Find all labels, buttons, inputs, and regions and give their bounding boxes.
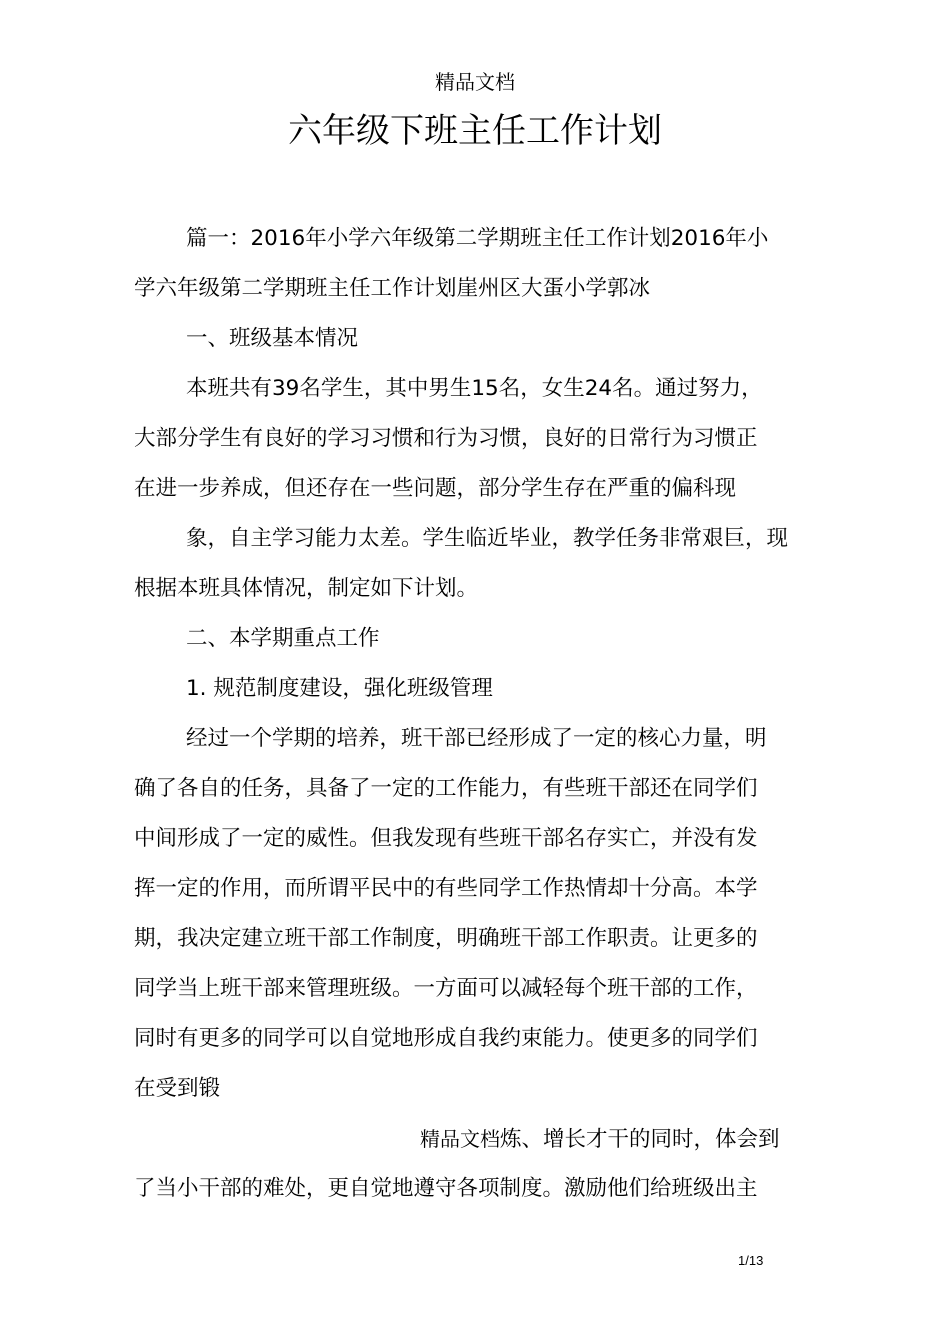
page-number: 1/13 (738, 1253, 764, 1268)
text-line: 象，自主学习能力太差。学生临近毕业，教学任务非常艰巨，现 (186, 526, 789, 551)
section-heading: 二、本学期重点工作 (186, 626, 380, 651)
subsection-heading: 1. 规范制度建设，强化班级管理 (186, 676, 493, 701)
text-line: 本班共有39名学生，其中男生15名，女生24名。通过努力， (186, 376, 763, 401)
text-line: 在受到锻 (134, 1076, 221, 1101)
inline-watermark: 精品文档 (420, 1127, 500, 1151)
text-line: 期，我决定建立班干部工作制度，明确班干部工作职责。让更多的 (134, 926, 758, 951)
section-heading: 一、班级基本情况 (186, 326, 359, 351)
text-line: 确了各自的任务，具备了一定的工作能力，有些班干部还在同学们 (134, 776, 758, 801)
text-line: 同时有更多的同学可以自觉地形成自我约束能力。使更多的同学们 (134, 1026, 758, 1051)
text-line: 篇一：2016年小学六年级第二学期班主任工作计划2016年小 (186, 226, 769, 251)
text-line: 经过一个学期的培养，班干部已经形成了一定的核心力量，明 (186, 726, 767, 751)
text-line: 中间形成了一定的威性。但我发现有些班干部名存实亡，并没有发 (134, 826, 758, 851)
document-body (134, 214, 834, 1214)
text-line: 同学当上班干部来管理班级。一方面可以减轻每个班干部的工作， (134, 976, 758, 1001)
text-line: 了当小干部的难处，更自觉地遵守各项制度。激励他们给班级出主 (134, 1176, 758, 1201)
document-title: 六年级下班主任工作计划 (288, 111, 662, 151)
text-line (134, 1114, 834, 1164)
text-line: 学六年级第二学期班主任工作计划崖州区大蛋小学郭冰 (134, 276, 651, 301)
text-line: 根据本班具体情况，制定如下计划。 (134, 576, 479, 601)
text-line: 大部分学生有良好的学习习惯和行为习惯，良好的日常行为习惯正 (134, 426, 758, 451)
text-line: 在进一步养成，但还存在一些问题，部分学生存在严重的偏科现 (134, 476, 737, 501)
text-line: 挥一定的作用，而所谓平民中的有些同学工作热情却十分高。本学 (134, 876, 758, 901)
header-watermark: 精品文档 (435, 70, 515, 94)
text-fragment: 炼、增长才干的同时，体会到 (500, 1127, 780, 1152)
